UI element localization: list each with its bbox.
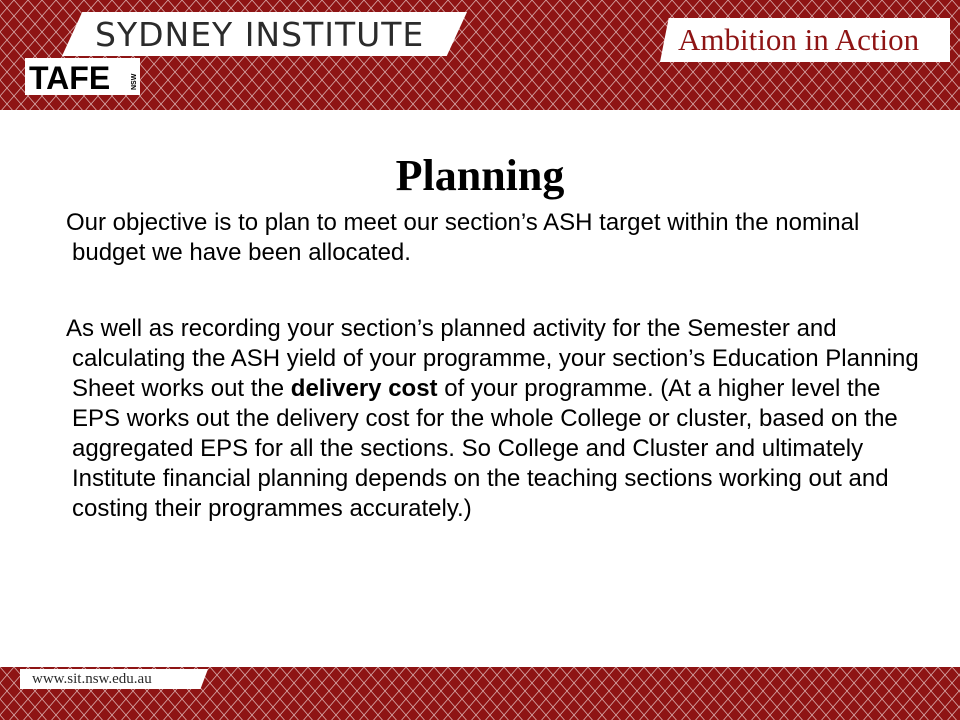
planning-paragraph xyxy=(66,314,932,524)
delivery-cost-emphasis: delivery cost xyxy=(290,375,438,402)
institute-name: SYDNEY INSTITUTE xyxy=(95,15,425,54)
tagline: Ambition in Action xyxy=(678,22,920,57)
paragraph-text-end: of your programme. (At a higher level the EPS works out the delivery cost for the whole College or cluster, based on the aggregated EPS for all the sections. So College and Cluster and ultimately Institute financial planning depends on the teaching sections working out and costing their programmes accurately.) xyxy=(72,375,898,522)
svg-text:TAFE: TAFE xyxy=(29,60,111,95)
slide-title: Planning xyxy=(395,151,565,200)
website-url[interactable]: www.sit.nsw.edu.au xyxy=(32,671,152,687)
objective-paragraph: Our objective is to plan to meet our section’s ASH target within the nominal budget we have been allocated. xyxy=(66,209,860,266)
tafe-logo xyxy=(25,58,140,95)
paragraph-text-start: As well as recording your section’s planned activity for the Semester and calculating the ASH yield of your programme, your section’s Education Planning Sheet works out the xyxy=(66,315,919,402)
svg-text:NSW: NSW xyxy=(131,73,138,90)
